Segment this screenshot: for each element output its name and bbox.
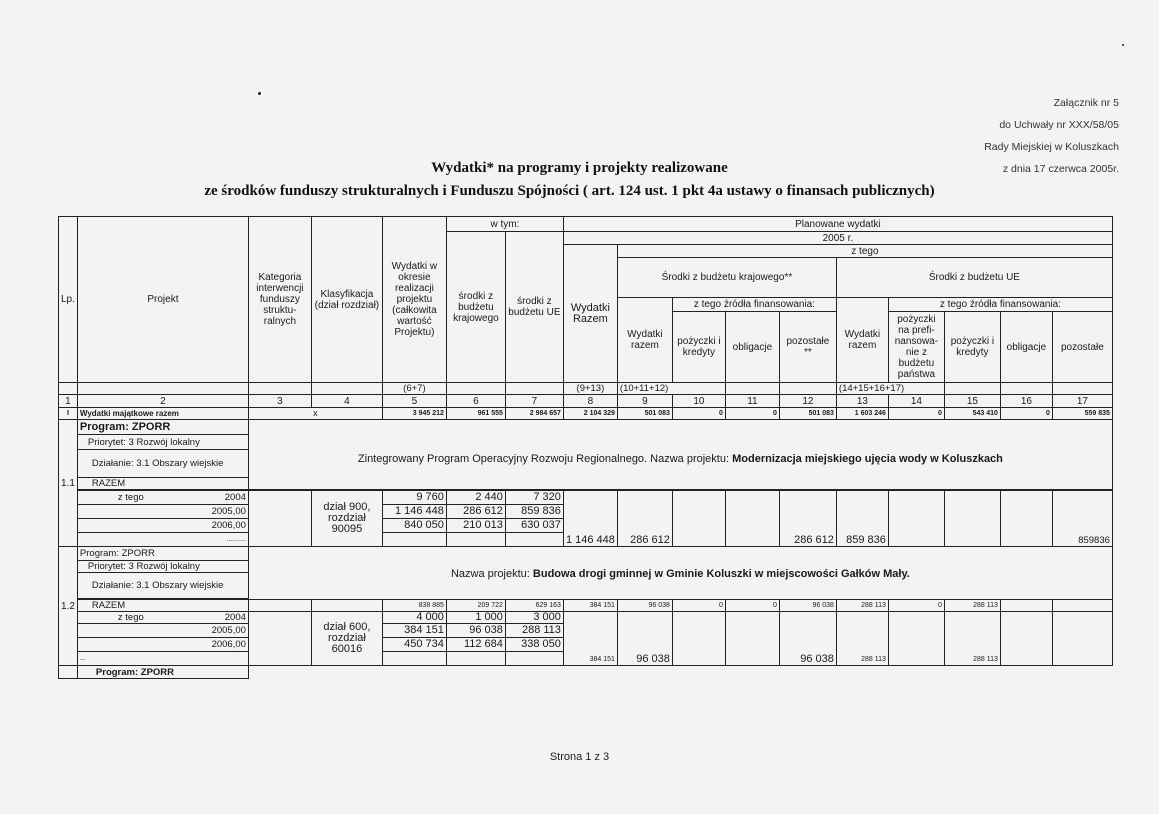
- header-funding-sources: z tego źródła finansowania:: [672, 298, 836, 312]
- project-2-program: Program: ZPORR: [77, 547, 248, 561]
- project-2-action: Działanie: 3.1 Obszary wiejskie: [77, 573, 248, 599]
- page-footer: Strona 1 z 3: [549, 751, 610, 763]
- header-other: pozostałe **: [779, 312, 836, 383]
- project-1-name: Modernizacja miejskiego ujęcia wody w Koluszkach: [732, 453, 1003, 465]
- header-project: Projekt: [77, 217, 248, 383]
- project-2-total-row: RAZEM 838 885 209 722 629 163 384 151 96 038 0 0 96 038 288 113 0 288 113: [59, 600, 1113, 612]
- header-of-which: w tym:: [446, 217, 563, 232]
- project-2-year-2006-row: 2006,00 450 734 112 684 338 050: [59, 638, 1113, 652]
- project-2-priority: Priorytet: 3 Rozwój lokalny: [77, 561, 248, 573]
- header-classification: Klasyfikacja (dział rozdział): [311, 217, 382, 383]
- header-expenditure-total: Wydatki Razem: [563, 245, 617, 383]
- project-2-program-row: [59, 547, 1113, 561]
- project-1-description: Zintegrowany Program Operacyjny Rozwoju Regionalnego. Nazwa projektu: Modernizacja miejskiego ujęcia wody w Koluszkach: [248, 420, 1112, 490]
- scan-speck: [1122, 44, 1124, 46]
- header-lp: Lp.: [59, 217, 78, 383]
- header-total-expenditure: Wydatki w okresie realizacji projektu (całkowita wartość Projektu): [382, 217, 446, 383]
- header-national-total: Wydatki razem: [617, 298, 672, 383]
- header-loans: pożyczki i kredyty: [672, 312, 725, 383]
- project-1-year-2006-row: 2006,00 840 050 210 013 630 037: [59, 519, 1113, 533]
- next-program: Program: ZPORR: [77, 666, 248, 679]
- document-title: Wydatki* na programy i projekty realizowane: [431, 160, 728, 176]
- formula-13: (14+15+16+17): [836, 383, 944, 395]
- header-prefinancing-loans: pożyczki na prefi-nansowa-nie z budżetu państwa: [888, 312, 944, 383]
- attachment-date: z dnia 17 czerwca 2005r.: [1002, 163, 1119, 175]
- project-2-year-2005-row: 2005,00 384 151 96 038 288 113: [59, 624, 1113, 638]
- document-subtitle: ze środków funduszy strukturalnych i Funduszu Spójności ( art. 124 ust. 1 pkt 4a ustawy o finansach publicznych): [204, 183, 935, 199]
- header-national-funds: środki z budżetu krajowego: [446, 232, 505, 383]
- header-category: Kategoria interwencji funduszy struktu-ralnych: [248, 217, 311, 383]
- project-1-program-row: [59, 420, 1113, 435]
- header-planned: Planowane wydatki: [563, 217, 1112, 232]
- project-2-year-2004-row: z tego 2004 dział 600, rozdział 60016 4 000 1 000 3 000 384 151 96 038 96 038 288 113 288 113: [59, 612, 1113, 624]
- column-numbers-row: 1 2 3 4 5 6 7 8 9 10 11 12 13 14 15 16 17: [59, 395, 1113, 408]
- attachment-number: Załącznik nr 5: [1053, 97, 1119, 109]
- formula-9: (10+11+12): [617, 383, 725, 395]
- project-2-description: Nazwa projektu: Budowa drogi gminnej w Gminie Koluszki w miejscowości Gałków Mały.: [248, 547, 1112, 600]
- header-bonds: obligacje: [725, 312, 779, 383]
- project-1-program: Program: ZPORR: [77, 420, 248, 435]
- total-row: I Wydatki majątkowe razem x 3 945 212 961 555 2 984 657 2 104 329 501 083 0 0 501 083 1 603 246 0 543 410 0 559 835: [59, 408, 1113, 420]
- header-eu-total: Wydatki razem: [836, 298, 888, 383]
- header-eu-budget: Środki z budżetu UE: [836, 258, 1112, 298]
- attachment-resolution: do Uchwały nr XXX/58/05: [999, 119, 1119, 131]
- header-eu-funds: środki z budżetu UE: [505, 232, 563, 383]
- expenditure-table: Lp. Projekt Kategoria interwencji funduszy struktu-ralnych Klasyfikacja (dział rozdział) Wydatki w okresie realizacji projektu (całkowita wartość Projektu) w tym: Planowane wydatki środki z budżetu krajowego środki z budżetu UE 2005 r. Wydatki Razem z tego Środki z budżetu krajowego** Środki z budżetu UE Wydatki razem z tego źródła finansowania: Wydatki razem z tego źródła finansowania: pożyczki i kredyty obligacje pozostałe ** pożyczki na prefi-nansowa-nie z budżetu państwa pożyczki i kredyty obligacje pozostałe (6+7) (9+13) (10+11+12) (14+15+16+17) 1 2 3 4 5 6 7 8 9 10 11 12 13 14 15 16 17 I Wydatki majątkowe razem x 3 945 212 961 555 2 984 657 2 104 329 501 083 0 0 501 083 1 603 246 0 543 410 0 559 835 1.1 Program: ZPORR Zintegrowany Program Operacyjny Rozwoju Regionalnego. Nazwa projektu: Modernizacja miejskiego ujęcia wody w Koluszkach Priorytet: 3 Rozwój lokalny Działanie: 3.1 Obszary wiejskie RAZEM z tego 2004 dział 900, rozdział 90095 9 760 2 440 7 320 1 146 448 286 612 286 612 859 836 859836 2005,00 1 146 448 286 612 859 836 2006,00 840 050 210 013 630 037 .......... 1.2 Program: ZPORR Nazwa projektu: Budowa drogi gminnej w Gminie Koluszki w miejscowości Gałków Mały. Priorytet: 3 Rozwój lokalny Działanie: 3.1 Obszary wiejskie RAZEM 838 885 209 722 629 163 384 151 96 038 0 0 96 038 288 113 0 288 113 z tego 2004 dział 600, rozdział 60016 4 000 1 000 3 000 384 151 96 038 96 038 288 113 288 113 2005,00 384 151 96 038 288 113 2006,00 450 734 112 684 338 050 ... Program: ZPORR: [58, 216, 1113, 679]
- header-bonds-eu: obligacje: [1000, 312, 1052, 383]
- attachment-council: Rady Miejskiej w Koluszkach: [984, 141, 1119, 153]
- formula-5: (6+7): [382, 383, 446, 395]
- next-program-row: [59, 666, 1113, 679]
- header-of-which-2: z tego: [617, 245, 1112, 258]
- project-1-year-2005-row: 2005,00 1 146 448 286 612 859 836: [59, 505, 1113, 519]
- project-1-action: Działanie: 3.1 Obszary wiejskie: [77, 450, 248, 478]
- project-2-lp: 1.2: [59, 547, 78, 666]
- project-1-total-row: RAZEM: [59, 478, 1113, 490]
- header-year: 2005 r.: [563, 232, 1112, 245]
- project-1-priority: Priorytet: 3 Rozwój lokalny: [77, 435, 248, 450]
- scan-speck: [258, 92, 261, 95]
- formula-8: (9+13): [563, 383, 617, 395]
- project-2-classification: dział 600, rozdział 60016: [311, 612, 382, 666]
- project-2-name: Budowa drogi gminnej w Gminie Koluszki w miejscowości Gałków Mały.: [532, 568, 910, 580]
- header-other-eu: pozostałe: [1052, 312, 1112, 383]
- project-1-lp: 1.1: [59, 420, 78, 547]
- header-loans-eu: pożyczki i kredyty: [944, 312, 1000, 383]
- project-1-classification: dział 900, rozdział 90095: [311, 491, 382, 547]
- header-funding-sources-eu: z tego źródła finansowania:: [888, 298, 1112, 312]
- project-1-year-2004-row: z tego 2004 dział 900, rozdział 90095 9 760 2 440 7 320 1 146 448 286 612 286 612 859 836 859836: [59, 491, 1113, 505]
- header-national-budget: Środki z budżetu krajowego**: [617, 258, 836, 298]
